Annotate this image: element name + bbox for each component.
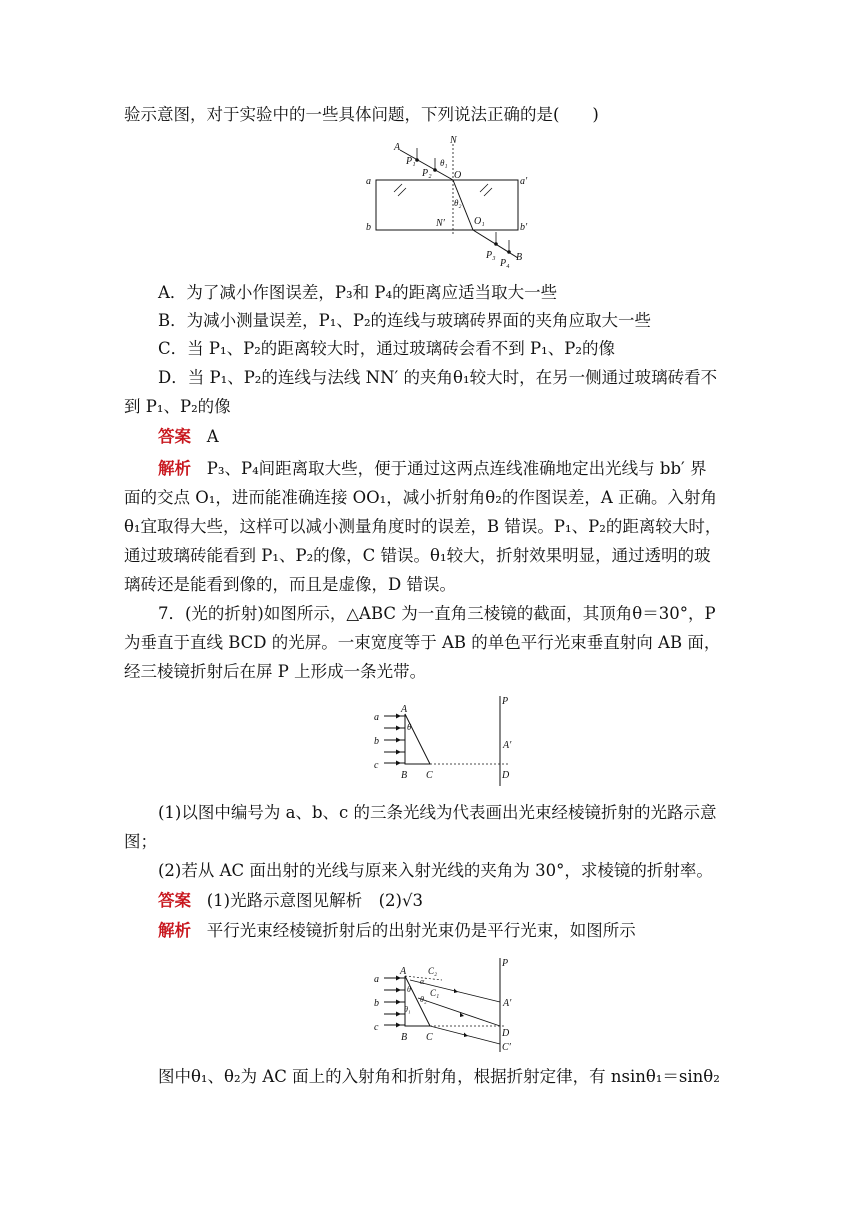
option-d: D．当 P₁、P₂的连线与法线 NN′ 的夹角θ₁较大时，在另一侧通过玻璃砖看不 (158, 368, 718, 387)
label-c: c (374, 760, 379, 771)
label-A-prime: A′ (503, 998, 512, 1009)
label-B: B (401, 770, 408, 781)
label-theta1: θ₁ (440, 158, 448, 168)
label-b-prime: b′ (520, 222, 528, 233)
label-D: D (502, 770, 510, 781)
label-b: b (374, 998, 379, 1009)
label-B: B (401, 1032, 408, 1043)
label-theta2: θ₂ (420, 995, 427, 1004)
answer-value: A (206, 427, 219, 446)
label-C-prime: C′ (502, 1042, 511, 1053)
label-P: P (502, 696, 509, 707)
option-d-cont: 到 P₁、P₂的像 (124, 397, 231, 416)
option-c: C．当 P₁、P₂的距离较大时，通过玻璃砖会看不到 P₁、P₂的像 (158, 339, 615, 358)
label-B: B (516, 252, 523, 263)
label-C: C (426, 770, 433, 781)
label-a: a (374, 974, 379, 985)
label-D: D (502, 1028, 510, 1039)
subquestion-1: (1)以图中编号为 a、b、c 的三条光线为代表画出光束经棱镜折射的光路示意 (158, 803, 717, 822)
subquestion-2: (2)若从 AC 面出射的光线与原来入射光线的夹角为 30°，求棱镜的折射率。 (158, 861, 713, 880)
label-N-prime: N′ (436, 218, 445, 229)
analysis-line-7 (158, 920, 636, 942)
analysis-text-2: 面的交点 O₁，进而能准确连接 OO₁，减小折射角θ₂的作图误差，A 正确。入射角 (124, 488, 718, 507)
analysis-text-3: θ₁宜取得大些，这样可以减小测量角度时的误差，B 错误。P₁、P₂的距离较大时， (124, 517, 722, 536)
label-P1: P₁ (406, 156, 416, 167)
analysis-label: 解析 (158, 459, 191, 478)
answer-line-7 (158, 890, 423, 912)
label-C2: C₂ (428, 966, 438, 976)
answer-label: 答案 (158, 427, 191, 446)
question-7-line-1: 7．(光的折射)如图所示，△ABC 为一直角三棱镜的截面，其顶角θ＝30°，P (158, 604, 716, 623)
figure-prism (368, 690, 524, 790)
label-theta: θ (407, 985, 411, 994)
label-a: a (374, 712, 379, 723)
label-theta: θ (407, 722, 412, 732)
label-O: O (454, 170, 462, 181)
label-a: a (366, 176, 371, 187)
answer-value-7: (1)光路示意图见解析 (2)√3 (206, 891, 424, 910)
analysis-line-6 (158, 458, 707, 480)
label-theta1: θ₁ (404, 1005, 411, 1014)
text-line-1: 验示意图，对于实验中的一些具体问题，下列说法正确的是( ) (124, 105, 599, 124)
figure-glass-brick (360, 134, 540, 272)
answer-line-6 (158, 426, 219, 448)
label-theta2: θ₂ (454, 198, 462, 208)
question-7-line-3: 经三棱镜折射后在屏 P 上形成一条光带。 (124, 662, 427, 681)
option-b: B．为减小测量误差，P₁、P₂的连线与玻璃砖界面的夹角应取大一些 (158, 311, 652, 330)
analysis-text-5: 璃砖还是能看到像的，而且是虚像，D 错误。 (124, 575, 456, 594)
glass-brick (376, 180, 518, 230)
label-b: b (366, 222, 371, 233)
label-N: N (450, 135, 457, 146)
analysis-label-7: 解析 (158, 921, 191, 940)
label-P3: P₃ (486, 250, 496, 261)
label-A: A (400, 966, 407, 977)
label-O1: O₁ (474, 216, 485, 227)
ray-b-out (418, 998, 500, 1026)
label-P: P (502, 958, 509, 969)
question-7-line-2: 为垂直于直线 BCD 的光屏。一束宽度等于 AB 的单色平行光束垂直射向 AB 面， (124, 633, 721, 652)
label-P2: P₂ (422, 168, 432, 179)
analysis-7-text-1: 平行光束经棱镜折射后的出射光束仍是平行光束，如图所示 (206, 921, 636, 940)
label-c: c (374, 1022, 379, 1033)
analysis-text-1: P₃、P₄间距离取大些，便于通过这两点连线准确地定出光线与 bb′ 界 (206, 459, 707, 478)
label-C: C (426, 1032, 433, 1043)
label-b: b (374, 736, 379, 747)
label-a-prime: a′ (520, 176, 528, 187)
subquestion-1-cont: 图； (124, 832, 157, 851)
label-A-prime: A′ (503, 740, 512, 751)
answer-label-7: 答案 (158, 891, 191, 910)
analysis-7-text-2: 图中θ₁、θ₂为 AC 面上的入射角和折射角，根据折射定律，有 nsinθ₁＝sinθ₂ (158, 1067, 720, 1086)
label-A: A (394, 142, 401, 153)
analysis-text-4: 通过玻璃砖能看到 P₁、P₂的像，C 错误。θ₁较大，折射效果明显，通过透明的玻 (124, 546, 711, 565)
label-alpha: α (420, 977, 425, 986)
option-a: A．为了减小作图误差，P₃和 P₄的距离应适当取大一些 (158, 283, 558, 302)
label-A: A (401, 704, 408, 715)
label-C1: C₁ (430, 988, 440, 998)
label-P4: P₄ (500, 258, 510, 269)
figure-prism-solution (368, 952, 524, 1056)
